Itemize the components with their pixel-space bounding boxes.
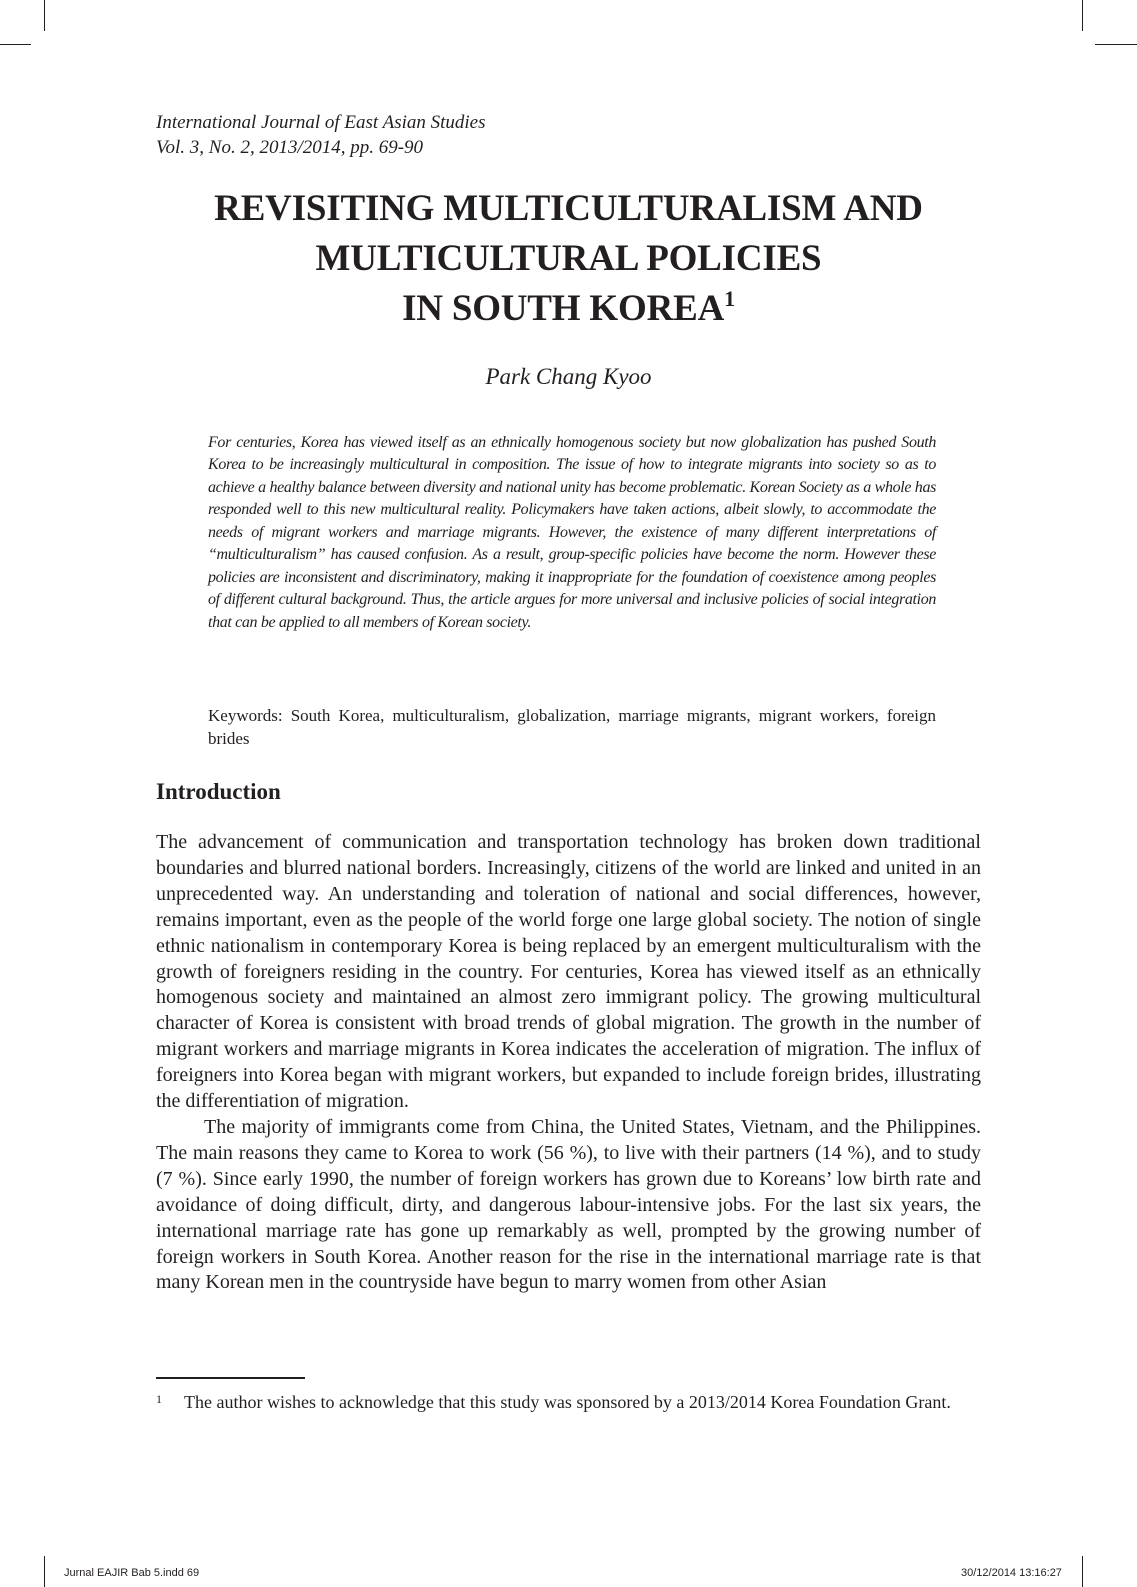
- paper-title: [100, 184, 1037, 334]
- footnote: [156, 1390, 981, 1414]
- footnote-number: 1: [156, 1392, 162, 1406]
- title-line-3-text: IN SOUTH KOREA: [402, 288, 725, 329]
- paragraph: The majority of immigrants come from China, the United States, Vietnam, and the Philippines. The main reasons they came to Korea to work (56 %), to live with their partners (14 %), and to study (7 %). Since early 1990, the number of foreign workers has grown due to Koreans’ low birth rate and avoidance of doing difficult, dirty, and dangerous labour-intensive jobs. For the last six years, the international marriage rate has gone up remarkably as well, prompted by the growing number of foreign workers in South Korea. Another reason for the rise in the international marriage rate is that many Korean men in the countryside have begun to marry women from other Asian: [156, 1115, 981, 1294]
- body-text: [156, 830, 981, 1296]
- journal-name: International Journal of East Asian Studies: [156, 112, 486, 133]
- footnote-divider: [156, 1377, 305, 1379]
- crop-mark: [1082, 0, 1083, 31]
- title-footnote-ref[interactable]: 1: [724, 286, 735, 311]
- section-heading-introduction: Introduction: [156, 779, 281, 804]
- keywords: Keywords: South Korea, multiculturalism, globalization, marriage migrants, migrant workers, foreign brides: [208, 706, 936, 748]
- crop-mark: [1095, 44, 1137, 45]
- footnote-text: The author wishes to acknowledge that this study was sponsored by a 2013/2014 Korea Foundation Grant.: [184, 1392, 951, 1412]
- title-line-2: MULTICULTURAL POLICIES: [315, 238, 822, 279]
- abstract: For centuries, Korea has viewed itself as an ethnically homogenous society but now globalization has pushed South Korea to be increasingly multicultural in composition. The issue of how to integrate migrants into society so as to achieve a healthy balance between diversity and national unity has become problematic. Korean Society as a whole has responded well to this new multicultural reality. Policymakers have taken actions, albeit slowly, to accommodate the needs of migrant workers and marriage migrants. However, the existence of many different interpretations of “multiculturalism” has caused confusion. As a result, group-specific policies have become the norm. However these policies are inconsistent and discriminatory, making it inappropriate for the foundation of coexistence among peoples of different cultural background. Thus, the article argues for more universal and inclusive policies of social integration that can be applied to all members of Korean society.: [208, 434, 936, 631]
- author-name: Park Chang Kyoo: [485, 364, 652, 389]
- crop-mark: [44, 0, 45, 31]
- title-line-1: REVISITING MULTICULTURALISM AND: [214, 188, 923, 229]
- journal-header: [156, 110, 486, 160]
- print-slug-file: Jurnal EAJIR Bab 5.indd 69: [64, 1567, 200, 1579]
- crop-mark: [1082, 1556, 1083, 1587]
- volume-info: Vol. 3, No. 2, 2013/2014, pp. 69-90: [156, 137, 424, 158]
- paragraph: The advancement of communication and transportation technology has broken down traditional boundaries and blurred national borders. Increasingly, citizens of the world are linked and united in an unprecedented way. An understanding and toleration of national and social differences, however, remains important, even as the people of the world forge one large global society. The notion of single ethnic nationalism in contemporary Korea is being replaced by an emergent multiculturalism with the growth of foreigners residing in the country. For centuries, Korea has viewed itself as an ethnically homogenous society and maintained an almost zero immigrant policy. The growing multicultural character of Korea is consistent with broad trends of global migration. The growth in the number of migrant workers and marriage migrants in Korea indicates the acceleration of migration. The influx of foreigners into Korea began with migrant workers, but expanded to include foreign brides, illustrating the differentiation of migration.: [156, 831, 981, 1113]
- crop-mark: [44, 1556, 45, 1587]
- title-line-3: [100, 284, 1037, 334]
- crop-mark: [0, 44, 31, 45]
- print-slug-datetime: 30/12/2014 13:16:27: [961, 1567, 1062, 1579]
